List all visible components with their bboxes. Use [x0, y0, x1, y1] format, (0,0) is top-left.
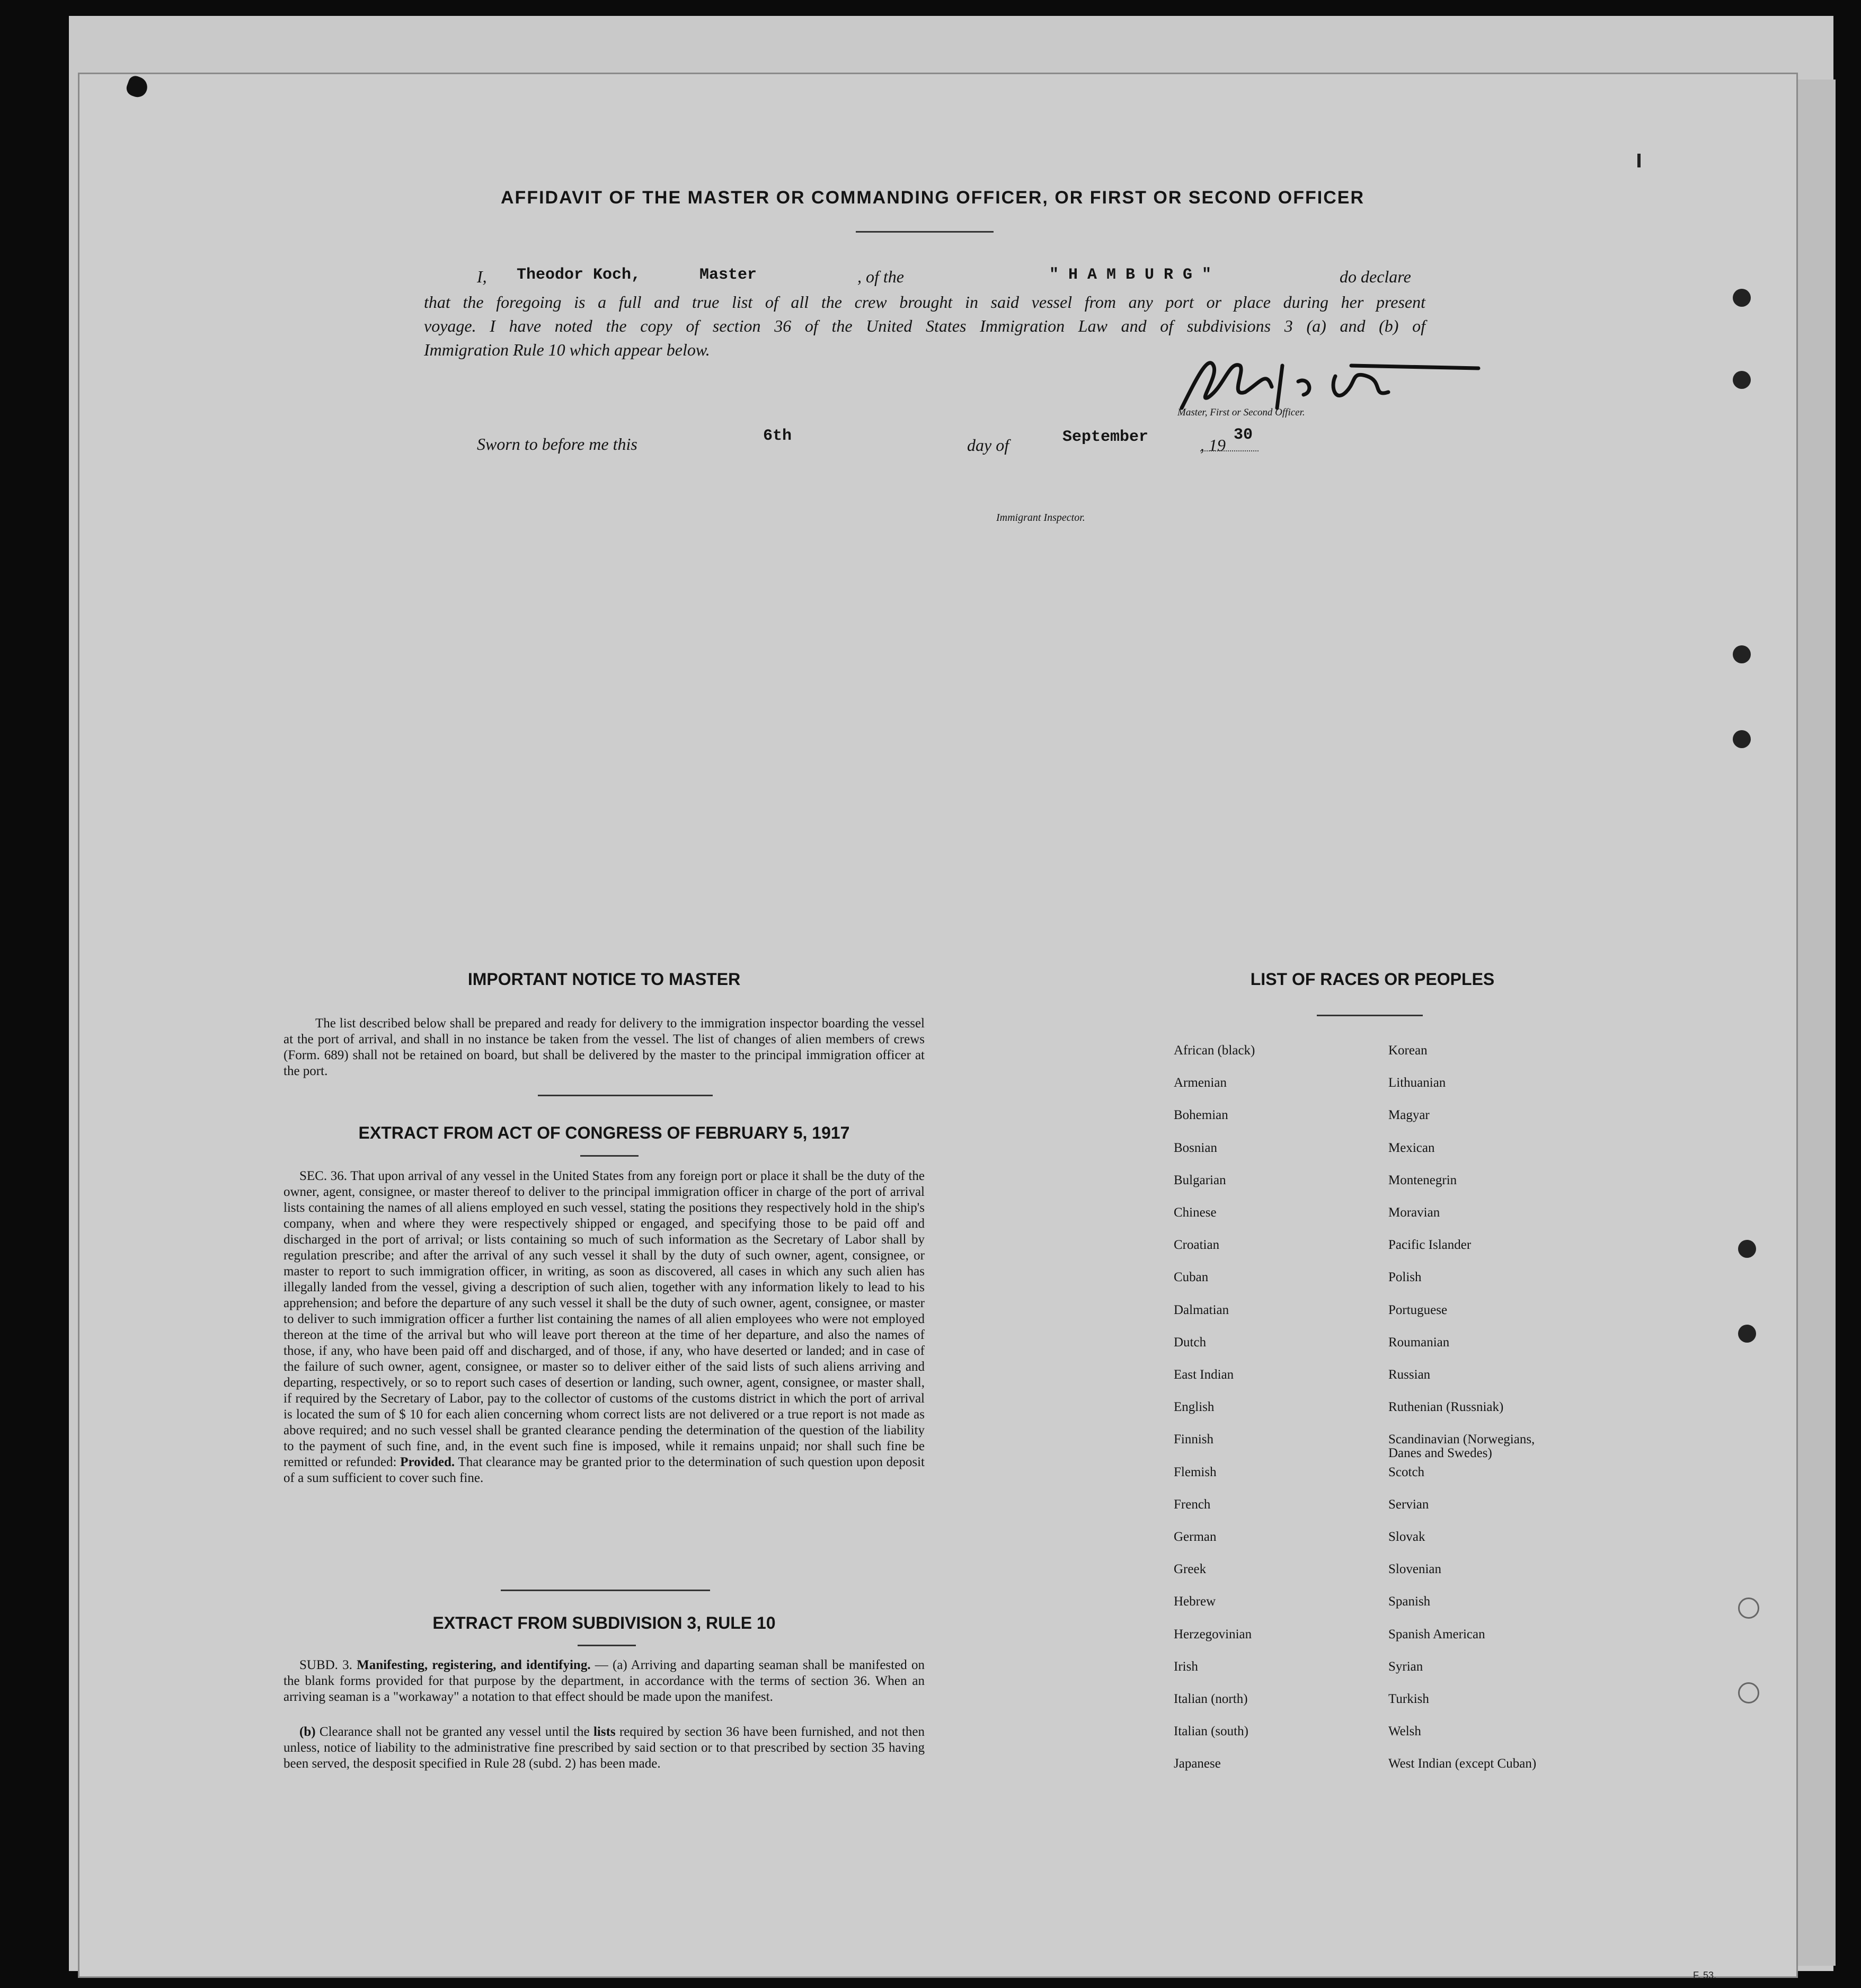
race-item: Polish — [1388, 1270, 1422, 1285]
divider — [580, 1155, 639, 1157]
race-item: Montenegrin — [1388, 1173, 1457, 1187]
do-declare-label: do declare — [1340, 267, 1411, 286]
race-item: Italian (north) — [1174, 1692, 1248, 1706]
race-item: Spanish — [1388, 1594, 1431, 1609]
rule-para-b — [283, 1724, 925, 1772]
race-item: Syrian — [1388, 1659, 1423, 1674]
act-text-end: That clearance may be granted prior to the determination of such question upon deposit of a sum sufficient to cover such fine. — [283, 1455, 925, 1485]
divider — [1317, 1015, 1423, 1016]
subd-label: SUBD. 3. — [299, 1658, 352, 1672]
sworn-label: Sworn to before me this — [477, 434, 637, 454]
para-b-text-1: Clearance shall not be granted any vessel until the — [319, 1725, 590, 1739]
race-item: African (black) — [1174, 1043, 1255, 1058]
race-item: Pacific Islander — [1388, 1238, 1472, 1253]
race-item: Turkish — [1388, 1692, 1429, 1706]
notice-title: IMPORTANT NOTICE TO MASTER — [467, 970, 741, 989]
act-provided: Provided. — [400, 1455, 455, 1469]
notice-body: The list described below shall be prepared and ready for delivery to the immigration inspector boarding the vessel at the port of arrival, and shall in no instance be taken from the vessel. The list of changes of alien members of crews (Form. 689) shall not be retained on board, but shall be delivered by the master to the principal immigration officer at the port. — [283, 1016, 925, 1078]
race-item: Bohemian — [1174, 1108, 1228, 1123]
race-item: Lithuanian — [1388, 1076, 1446, 1090]
race-item: Roumanian — [1388, 1335, 1450, 1350]
form-code: F. 53. — [1693, 1970, 1717, 1981]
race-item: Russian — [1388, 1368, 1431, 1382]
declaration-i: I, — [477, 267, 487, 286]
divider — [501, 1590, 710, 1591]
affidavit-title: AFFIDAVIT OF THE MASTER OR COMMANDING OFFICER, OR FIRST OR SECOND OFFICER — [501, 188, 1364, 208]
race-item: Slovak — [1388, 1530, 1425, 1544]
sworn-day: 6th — [763, 427, 792, 445]
race-item: Croatian — [1174, 1238, 1220, 1253]
race-item: Cuban — [1174, 1270, 1209, 1285]
race-item: Moravian — [1388, 1205, 1440, 1220]
race-item: Herzegovinian — [1174, 1627, 1252, 1641]
para-b-label: (b) — [299, 1725, 316, 1739]
signature-caption: Master, First or Second Officer. — [1177, 407, 1305, 418]
race-item: French — [1174, 1497, 1211, 1512]
declaration-line-4: Immigration Rule 10 which appear below. — [424, 340, 710, 359]
race-item: Dalmatian — [1174, 1302, 1229, 1317]
race-item: West Indian (except Cuban) — [1388, 1756, 1537, 1771]
race-item: Irish — [1174, 1659, 1198, 1674]
sworn-month: September — [1062, 428, 1149, 446]
divider — [578, 1645, 636, 1646]
race-item: English — [1174, 1400, 1215, 1415]
race-item: Scotch — [1388, 1465, 1425, 1479]
sworn-year: 30 — [1234, 426, 1253, 444]
race-item: Magyar — [1388, 1108, 1430, 1123]
race-item: Slovenian — [1388, 1562, 1441, 1577]
race-item: Dutch — [1174, 1335, 1207, 1350]
vessel-name: " H A M B U R G " — [1049, 266, 1212, 284]
race-item: Bosnian — [1174, 1140, 1217, 1155]
rule-title: EXTRACT FROM SUBDIVISION 3, RULE 10 — [432, 1613, 776, 1632]
divider — [856, 231, 994, 233]
race-item: Finnish — [1174, 1432, 1214, 1447]
punch-hole-ring-icon — [1738, 1682, 1759, 1703]
race-item: Welsh — [1388, 1724, 1421, 1739]
race-item: Spanish American — [1388, 1627, 1485, 1641]
year-underline — [1200, 450, 1259, 451]
race-item: Mexican — [1388, 1140, 1435, 1155]
inspector-caption: Immigrant Inspector. — [996, 512, 1085, 523]
divider — [538, 1095, 713, 1096]
master-rank: Master — [699, 266, 757, 284]
race-item: German — [1174, 1530, 1217, 1544]
master-name: Theodor Koch, — [517, 266, 641, 284]
para-a-text: — (a) Arriving and daparting seaman shall be manifested on the blank forms provided for that purpose by the department, in accordance with the terms of section 36. When an arriving seaman is a "workaway" a notation to that effect should be made upon the manifest. — [283, 1658, 925, 1704]
declaration-line-3: voyage. I have noted the copy of section 36 of the United States Immigration Law and of subdivisions 3 (a) and (b) of — [424, 316, 1425, 335]
punch-hole-icon — [1738, 1240, 1756, 1258]
ink-tick — [1637, 154, 1641, 167]
race-item: Portuguese — [1388, 1302, 1448, 1317]
race-item: Greek — [1174, 1562, 1207, 1577]
race-item: Flemish — [1174, 1465, 1217, 1479]
declaration-line-2: that the foregoing is a full and true list of all the crew brought in said vessel from any port or place during her present — [424, 292, 1425, 312]
race-item: Chinese — [1174, 1205, 1217, 1220]
para-b-lists: lists — [593, 1725, 616, 1739]
act-title: EXTRACT FROM ACT OF CONGRESS OF FEBRUARY 5, 1917 — [358, 1123, 850, 1142]
race-item: Armenian — [1174, 1076, 1227, 1090]
punch-hole-icon — [1733, 289, 1751, 307]
rule-para-a — [283, 1657, 925, 1705]
punch-hole-icon — [1733, 730, 1751, 748]
act-text: SEC. 36. That upon arrival of any vessel in the United States from any foreign port or place it shall be the duty of the owner, agent, consignee, or master thereof to deliver to the principal immigration officer in charge of the port of arrival lists containing the names of all aliens employed en such vessel, stating the positions they respectively hold in the ship's company, when and where they were respectively shipped or engaged, and specifying those to be paid off and discharged in the port of arrival; or lists containing so much of such information as the Secretary of Labor shall by regulation prescribe; and after the arrival of any such vessel it shall by the duty of such owner, agent, consignee, or master to report to such immigration officer, in writing, as soon as discovered, all cases in which any such alien has illegally landed from the vessel, giving a description of such alien, together with any information likely to lead to his apprehension; and before the departure of any such vessel it shall be the duty of such owner, agent, consignee, or master to deliver to such immigration officer a further list containing the names of all alien employees who were not employed thereon at the time of the arrival but who will leave port thereon at the time of her departure, and also the names of those, if any, who have been paid off and discharged, and of those, if any, who have deserted or landed; and in case of the failure of such owner, agent, consignee, or master so to deliver either of the said lists of such aliens arriving and departing, respectively, or so to report such cases of desertion or landing, such owner, agent, consignee, or master shall, if required by the Secretary of Labor, pay to the collector of customs of the customs district in which the port of arrival is located the sum of $ 10 for each alien concerning whom correct lists are not delivered or a true report is not made as above required; and no such vessel shall be granted clearance pending the determination of the question of the liability to the payment of such fine, and, in the event such fine is imposed, while it remains unpaid; nor shall such fine be remitted or refunded: — [283, 1169, 925, 1469]
race-item: Korean — [1388, 1043, 1428, 1058]
para-b-text-2: required by section 36 have been furnished, and not then unless, notice of liability to the administrative fine prescribed by said section or to that prescribed by section 35 having been served, the desposit specified in Rule 28 (subd. 2) has been made. — [283, 1725, 925, 1771]
race-item: Hebrew — [1174, 1594, 1216, 1609]
race-item: East Indian — [1174, 1368, 1234, 1382]
punch-hole-icon — [1733, 645, 1751, 663]
race-item: Servian — [1388, 1497, 1429, 1512]
act-body — [283, 1168, 925, 1486]
of-the-label: , of the — [857, 267, 904, 286]
punch-hole-ring-icon — [1738, 1598, 1759, 1619]
day-of-label: day of — [967, 436, 1009, 455]
punch-hole-icon — [1738, 1325, 1756, 1343]
subd-heading: Manifesting, registering, and identifying. — [357, 1658, 591, 1672]
races-title: LIST OF RACES OR PEOPLES — [1250, 970, 1495, 989]
race-item: Ruthenian (Russniak) — [1388, 1400, 1504, 1415]
race-item: Italian (south) — [1174, 1724, 1248, 1739]
punch-hole-icon — [1733, 371, 1751, 389]
race-item: Bulgarian — [1174, 1173, 1226, 1187]
year-prefix: , 19 — [1200, 436, 1226, 455]
race-item: Scandinavian (Norwegians, Danes and Swedes) — [1388, 1432, 1535, 1461]
race-item: Japanese — [1174, 1756, 1221, 1771]
